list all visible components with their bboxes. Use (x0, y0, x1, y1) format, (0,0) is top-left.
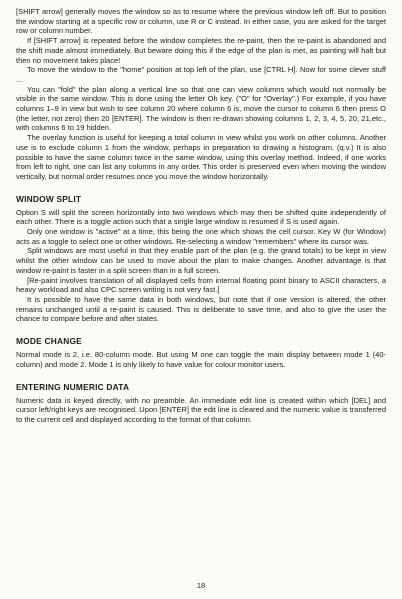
paragraph-overlay-usage: The overlay function is useful for keeping a total column in view whilst you work on other columns. Another use is to exclude column 1 from the window, perhaps in preparation to drawing a histogram. (q.v.) It is also possible to have the same column twice in the same window, using this overlay method. Indeed, if one works from left to right, one can list any columns in any order. This order is preserved even when moving the window vertically, but normal order resumes once you move the window horizontally. (16, 133, 386, 181)
paragraph-home-position: To move the window to the "home" position at top left of the plan, use [CTRL H]. Now for some clever stuff ... (16, 65, 386, 84)
numeric-data-section (16, 382, 386, 425)
paragraph-same-data: It is possible to have the same data in both windows, but note that if one version is altered, the other remains unchanged until a re-paint is caused. This is deliberate to save time, and also to give the user the chance to compare before and after states. (16, 294, 386, 324)
paragraph-shift-repeat: If [SHIFT arrow] is repeated before the window completes the re-paint, then the re-paint is abandoned and the shift made almost immediately. But beware doing this if the edge of the plan is met, as painting will halt but then no movement takes place! (16, 36, 386, 65)
paragraph-active-window: Only one window is "active" at a time, this being the one which shows the cell cursor. Key W (for Window) acts as a toggle to select one or other windows. Re-selecting a window "remembers" where its cursor was. (16, 227, 386, 246)
window-split-section (16, 194, 386, 324)
page-number: 18 (196, 581, 206, 590)
mode-change-heading: MODE CHANGE (16, 336, 82, 347)
paragraph-split-option: Option S will split the screen horizontally into two windows which may then be shifted quite independently of each other. There is a toggle action such that a single large window is resumed if S is used again. (16, 207, 386, 227)
numeric-data-heading: ENTERING NUMERIC DATA (16, 381, 130, 392)
paragraph-fold-overlay: You can "fold" the plan along a vertical line so that one can view columns which would not normally be visible in the same window. This is done using the letter Oh key. ("O" for "Overlay".) For example, if you have columns 1–9 in view but wish to see column 20 where column 6 is, move the cursor to column 6 then press O (the letter, not zero) then 20 [ENTER]. The window is then re-drawn showing columns 1, 2, 3, 4, 5, 20, 21,etc., with columns 6 to 19 hidden. (16, 84, 386, 133)
mode-change-section (16, 336, 386, 369)
paragraph-split-useful: Split windows are most useful in that they enable part of the plan (e.g. the grand totals) to be kept in view whilst the other window can be used to move about the plan to make changes. Another advantage is that window re-paint is faster in a split screen than in a full screen. (16, 246, 386, 275)
window-split-heading: WINDOW SPLIT (16, 193, 82, 204)
paragraph-numeric-entry: Numeric data is keyed directly, with no preamble. An immediate edit line is created within which [DEL] and cursor left/right keys are recognised. Upon [ENTER] the edit line is cleared and the numeric value is transferred to the current cell and displayed according to the format of that column. (16, 395, 386, 424)
paragraph-mode-toggle: Normal mode is 2, i.e. 80-column mode. But using M one can toggle the main display between mode 1 (40-column) and mode 2. Mode 1 is only likely to have value for colour monitor users. (16, 350, 386, 369)
intro-section (16, 7, 386, 182)
paragraph-shift-arrow: [SHIFT arrow] generally moves the window so as to resume where the previous window left off. But to position the window starting at a specific row or column, use R or C instead. In either case, you are asked for the target row or column number. (16, 7, 386, 36)
paragraph-repaint-note: [Re-paint involves translation of all displayed cells from internal floating point binary to ASCII characters, a heavy workload and also CPC screen writing is not very fast.] (16, 275, 386, 295)
